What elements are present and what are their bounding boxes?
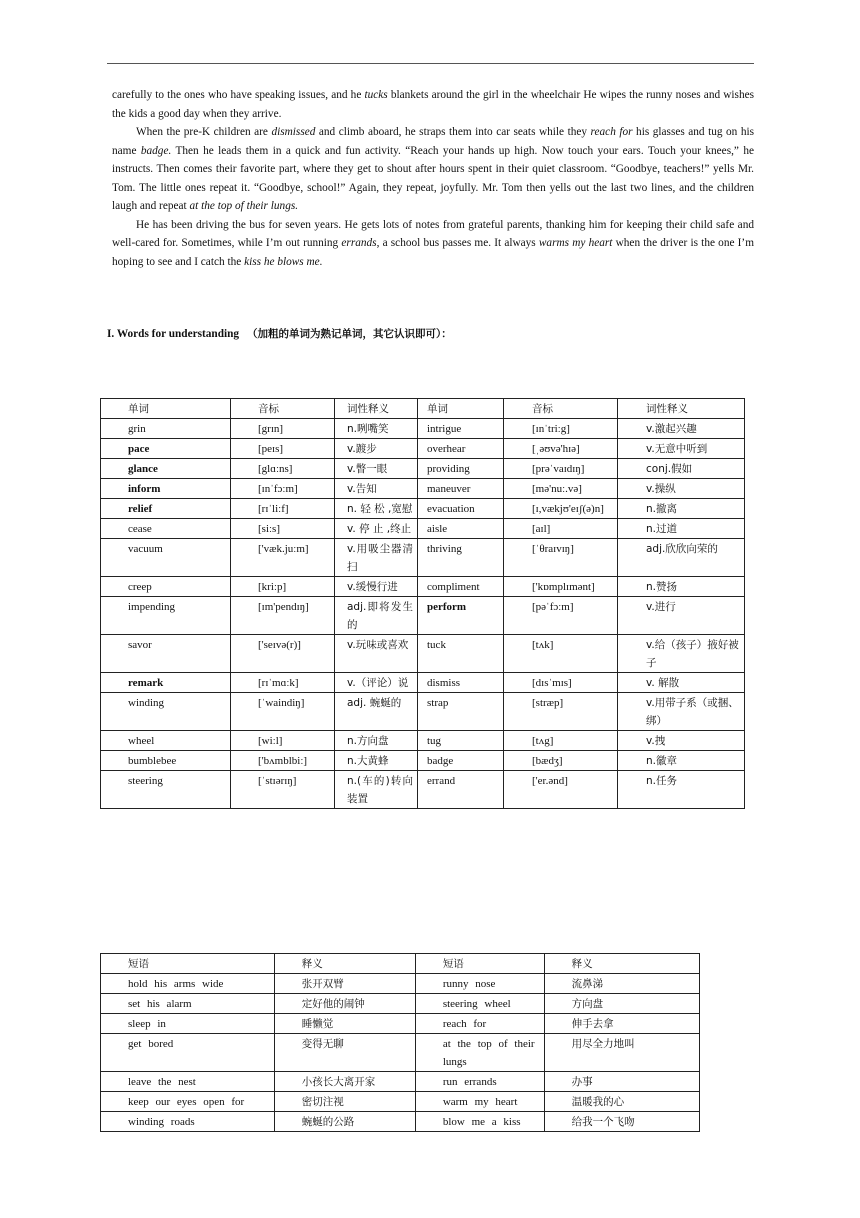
phrase-meaning-cell: 张开双臂 — [274, 974, 415, 994]
phrase-meaning-cell: 定好他的闹钟 — [274, 994, 415, 1014]
reading-passage — [112, 86, 754, 271]
passage-highlight: kiss he blows me. — [244, 255, 323, 268]
vocabulary-phonetic-cell: ['væk.juːm] — [231, 539, 335, 577]
phrase-phrase-cell: winding roads — [101, 1112, 275, 1132]
vocabulary-phonetic-cell: [prəˈvaɪdɪŋ] — [504, 459, 618, 479]
vocabulary-phonetic-cell: [peɪs] — [231, 439, 335, 459]
vocabulary-meaning-cell: v.缓慢行进 — [335, 577, 418, 597]
vocabulary-word-cell: strap — [418, 693, 504, 731]
phrase-meaning-cell: 伸手去拿 — [544, 1014, 699, 1034]
phrase-phrase-cell: reach for — [415, 1014, 544, 1034]
vocabulary-phonetic-cell: [dɪsˈmɪs] — [504, 673, 618, 693]
phrase-phrase-cell: keep our eyes open for — [101, 1092, 275, 1112]
vocabulary-word-cell: pace — [101, 439, 231, 459]
vocabulary-phonetic-cell: [ɪnˈfɔːm] — [231, 479, 335, 499]
passage-text: He has been driving the bus for seven years. He gets lots of notes from grateful parents, thanking him for keeping their child safe and well-cared for. Sometimes, while I’m out running — [112, 218, 754, 249]
phrase-row — [101, 994, 700, 1014]
vocabulary-meaning-cell: n.方向盘 — [335, 731, 418, 751]
passage-text: , a school bus passes me. It always — [376, 237, 539, 249]
vocabulary-meaning-cell: v.操纵 — [618, 479, 745, 499]
vocabulary-word-cell: tug — [418, 731, 504, 751]
vocabulary-word-cell: relief — [101, 499, 231, 519]
passage-highlight: badge. — [140, 144, 172, 157]
passage-highlight: tucks — [364, 89, 388, 101]
phrase-meaning-cell: 方向盘 — [544, 994, 699, 1014]
vocabulary-meaning-cell: v.给（孩子）掖好被子 — [618, 635, 745, 673]
vocabulary-meaning-cell: n.咧嘴笑 — [335, 419, 418, 439]
vocabulary-row — [101, 577, 745, 597]
vocabulary-phonetic-cell: [stræp] — [504, 693, 618, 731]
phrase-phrase-cell: steering wheel — [415, 994, 544, 1014]
vocabulary-row — [101, 771, 745, 809]
passage-text: When the pre-K children are — [136, 126, 272, 138]
vocabulary-word-cell: bumblebee — [101, 751, 231, 771]
phrase-phrase-cell: leave the nest — [101, 1072, 275, 1092]
vocabulary-word-cell: perform — [418, 597, 504, 635]
vocabulary-meaning-cell: n.过道 — [618, 519, 745, 539]
vocabulary-word-cell: aisle — [418, 519, 504, 539]
vocabulary-phonetic-cell: [pəˈfɔːm] — [504, 597, 618, 635]
phrase-row — [101, 1072, 700, 1092]
column-header: 词性释义 — [618, 399, 745, 419]
vocabulary-phonetic-cell: ['seɪvə(r)] — [231, 635, 335, 673]
phrase-meaning-cell: 蜿蜒的公路 — [274, 1112, 415, 1132]
phrase-meaning-cell: 温暖我的心 — [544, 1092, 699, 1112]
phrase-table — [100, 953, 700, 1132]
vocabulary-meaning-cell: v.激起兴趣 — [618, 419, 745, 439]
vocabulary-meaning-cell: v.无意中听到 — [618, 439, 745, 459]
vocabulary-meaning-cell: v.踱步 — [335, 439, 418, 459]
phrase-phrase-cell: blow me a kiss — [415, 1112, 544, 1132]
vocabulary-word-cell: intrigue — [418, 419, 504, 439]
vocabulary-meaning-cell: v. 停 止 ,终止 — [335, 519, 418, 539]
vocabulary-phonetic-cell: ['er.ənd] — [504, 771, 618, 809]
passage-text: Then he leads them in a quick and fun activity. “Reach your hands up high. Now touch your ears. Touch your knees,” he instructs. Then comes their favorite part, where they get to shout after hours spent in their quiet classroom. “Goodbye, teachers!” yells Mr. Tom. The little ones repeat it. “Goodbye, school!” Again, they repeat, joyfully. Mr. Tom then yells out the last two lines, and the children laugh and repeat — [112, 144, 754, 212]
vocabulary-meaning-cell: n.大黄蜂 — [335, 751, 418, 771]
vocabulary-meaning-cell: v. 解散 — [618, 673, 745, 693]
column-header: 释义 — [274, 954, 415, 974]
vocabulary-meaning-cell: v.玩味或喜欢 — [335, 635, 418, 673]
column-header: 单词 — [101, 399, 231, 419]
vocabulary-phonetic-cell: [ɪm'pendɪŋ] — [231, 597, 335, 635]
passage-text: when the driver is the one I’m hoping to see and I catch the — [112, 237, 754, 268]
phrase-meaning-cell: 用尽全力地叫 — [544, 1034, 699, 1072]
vocabulary-meaning-cell: n.赞扬 — [618, 577, 745, 597]
vocabulary-word-cell: creep — [101, 577, 231, 597]
vocabulary-meaning-cell: v.瞥一眼 — [335, 459, 418, 479]
vocabulary-phonetic-cell: [bædʒ] — [504, 751, 618, 771]
vocabulary-row — [101, 673, 745, 693]
vocabulary-phonetic-cell: [mə'nuː.və] — [504, 479, 618, 499]
passage-paragraph-3 — [112, 216, 754, 272]
phrase-row — [101, 1112, 700, 1132]
vocabulary-phonetic-cell: [wiːl] — [231, 731, 335, 751]
section-title: I. Words for understanding — [107, 328, 240, 340]
vocabulary-meaning-cell: v.告知 — [335, 479, 418, 499]
vocabulary-word-cell: inform — [101, 479, 231, 499]
phrase-header-row — [101, 954, 700, 974]
vocabulary-word-cell: compliment — [418, 577, 504, 597]
passage-highlight: dismissed — [271, 126, 316, 138]
vocabulary-phonetic-cell: ['bʌmblbiː] — [231, 751, 335, 771]
vocabulary-word-cell: cease — [101, 519, 231, 539]
vocabulary-phonetic-cell: [rɪˈmɑːk] — [231, 673, 335, 693]
passage-paragraph-2 — [112, 123, 754, 216]
vocabulary-phonetic-cell: [ɪnˈtriːg] — [504, 419, 618, 439]
vocabulary-meaning-cell: v.（评论）说 — [335, 673, 418, 693]
vocabulary-row — [101, 519, 745, 539]
vocabulary-meaning-cell: v.拽 — [618, 731, 745, 751]
column-header: 短语 — [415, 954, 544, 974]
vocabulary-word-cell: dismiss — [418, 673, 504, 693]
vocabulary-phonetic-cell: [ˌəʊvə'hɪə] — [504, 439, 618, 459]
vocabulary-meaning-cell: n.徽章 — [618, 751, 745, 771]
phrase-meaning-cell: 办事 — [544, 1072, 699, 1092]
phrase-phrase-cell: at the top of their lungs — [415, 1034, 544, 1072]
passage-text: carefully to the ones who have speaking issues, and he — [112, 89, 365, 101]
phrase-phrase-cell: set his alarm — [101, 994, 275, 1014]
vocabulary-phonetic-cell: [glɑːns] — [231, 459, 335, 479]
column-header: 音标 — [231, 399, 335, 419]
vocabulary-meaning-cell: v.用吸尘器清扫 — [335, 539, 418, 577]
vocabulary-word-cell: steering — [101, 771, 231, 809]
column-header: 词性释义 — [335, 399, 418, 419]
vocabulary-phonetic-cell: [ɪ,vækjʊ'eɪʃ(ə)n] — [504, 499, 618, 519]
vocabulary-phonetic-cell: [rɪˈliːf] — [231, 499, 335, 519]
vocabulary-word-cell: grin — [101, 419, 231, 439]
passage-highlight: warms my heart — [538, 237, 613, 249]
vocabulary-row — [101, 479, 745, 499]
vocabulary-meaning-cell: conj.假如 — [618, 459, 745, 479]
passage-text: blankets around the girl in the wheelchair He wipes the runny noses and wishes the kids a good day when they arrive. — [112, 89, 754, 120]
vocabulary-row — [101, 539, 745, 577]
header-rule — [107, 63, 754, 64]
phrase-phrase-cell: warm my heart — [415, 1092, 544, 1112]
phrase-phrase-cell: sleep in — [101, 1014, 275, 1034]
vocabulary-meaning-cell: v.用带子系（或捆、绑） — [618, 693, 745, 731]
vocabulary-meaning-cell: v.进行 — [618, 597, 745, 635]
vocabulary-word-cell: badge — [418, 751, 504, 771]
vocabulary-row — [101, 597, 745, 635]
vocabulary-phonetic-cell: [kriːp] — [231, 577, 335, 597]
column-header: 短语 — [101, 954, 275, 974]
phrase-meaning-cell: 小孩长大离开家 — [274, 1072, 415, 1092]
phrase-phrase-cell: hold his arms wide — [101, 974, 275, 994]
vocabulary-row — [101, 751, 745, 771]
vocabulary-row — [101, 635, 745, 673]
passage-text: and climb aboard, he straps them into car seats while they — [315, 126, 591, 138]
vocabulary-word-cell: tuck — [418, 635, 504, 673]
vocabulary-word-cell: wheel — [101, 731, 231, 751]
vocabulary-table — [100, 398, 745, 809]
vocabulary-meaning-cell: n.任务 — [618, 771, 745, 809]
vocabulary-phonetic-cell: [ˈθraɪvɪŋ] — [504, 539, 618, 577]
vocabulary-word-cell: thriving — [418, 539, 504, 577]
vocabulary-phonetic-cell: ['kɒmplɪmənt] — [504, 577, 618, 597]
vocabulary-phonetic-cell: [ˈwaindiŋ] — [231, 693, 335, 731]
passage-highlight: at the top of their lungs. — [189, 200, 299, 212]
vocabulary-row — [101, 731, 745, 751]
vocabulary-phonetic-cell: [siːs] — [231, 519, 335, 539]
vocabulary-row — [101, 439, 745, 459]
passage-highlight: errands — [341, 237, 377, 249]
vocabulary-word-cell: glance — [101, 459, 231, 479]
phrase-row — [101, 1092, 700, 1112]
column-header: 释义 — [544, 954, 699, 974]
vocabulary-word-cell: overhear — [418, 439, 504, 459]
vocabulary-word-cell: evacuation — [418, 499, 504, 519]
phrase-meaning-cell: 变得无聊 — [274, 1034, 415, 1072]
passage-text: his glasses and tug on his name — [112, 126, 754, 157]
phrase-phrase-cell: run errands — [415, 1072, 544, 1092]
vocabulary-word-cell: remark — [101, 673, 231, 693]
passage-paragraph-1 — [112, 86, 754, 123]
vocabulary-meaning-cell: adj.即将发生的 — [335, 597, 418, 635]
vocabulary-row — [101, 459, 745, 479]
phrase-row — [101, 1034, 700, 1072]
phrase-meaning-cell: 流鼻涕 — [544, 974, 699, 994]
vocabulary-row — [101, 419, 745, 439]
vocabulary-phonetic-cell: [tʌg] — [504, 731, 618, 751]
phrase-meaning-cell: 给我一个飞吻 — [544, 1112, 699, 1132]
vocabulary-meaning-cell: n.(车的)转向装置 — [335, 771, 418, 809]
vocabulary-phonetic-cell: [ˈstɪərɪŋ] — [231, 771, 335, 809]
phrase-meaning-cell: 睡懒觉 — [274, 1014, 415, 1034]
column-header: 音标 — [504, 399, 618, 419]
vocabulary-row — [101, 499, 745, 519]
vocabulary-word-cell: vacuum — [101, 539, 231, 577]
vocabulary-meaning-cell: adj. 蜿蜒的 — [335, 693, 418, 731]
vocabulary-word-cell: errand — [418, 771, 504, 809]
vocabulary-word-cell: maneuver — [418, 479, 504, 499]
phrase-row — [101, 974, 700, 994]
vocabulary-phonetic-cell: [grɪn] — [231, 419, 335, 439]
phrase-meaning-cell: 密切注视 — [274, 1092, 415, 1112]
phrase-row — [101, 1014, 700, 1034]
vocabulary-header-row — [101, 399, 745, 419]
vocabulary-phonetic-cell: [tʌk] — [504, 635, 618, 673]
vocabulary-word-cell: winding — [101, 693, 231, 731]
vocabulary-word-cell: savor — [101, 635, 231, 673]
vocabulary-meaning-cell: n. 轻 松 ,宽慰 — [335, 499, 418, 519]
vocabulary-word-cell: providing — [418, 459, 504, 479]
column-header: 单词 — [418, 399, 504, 419]
phrase-phrase-cell: runny nose — [415, 974, 544, 994]
vocabulary-row — [101, 693, 745, 731]
vocabulary-meaning-cell: adj.欣欣向荣的 — [618, 539, 745, 577]
phrase-phrase-cell: get bored — [101, 1034, 275, 1072]
vocabulary-meaning-cell: n.撤离 — [618, 499, 745, 519]
vocabulary-phonetic-cell: [aɪl] — [504, 519, 618, 539]
section-heading — [107, 326, 452, 341]
vocabulary-word-cell: impending — [101, 597, 231, 635]
passage-highlight: reach for — [590, 126, 633, 138]
section-note: （加粗的单词为熟记单词，其它认识即可）： — [247, 328, 452, 340]
